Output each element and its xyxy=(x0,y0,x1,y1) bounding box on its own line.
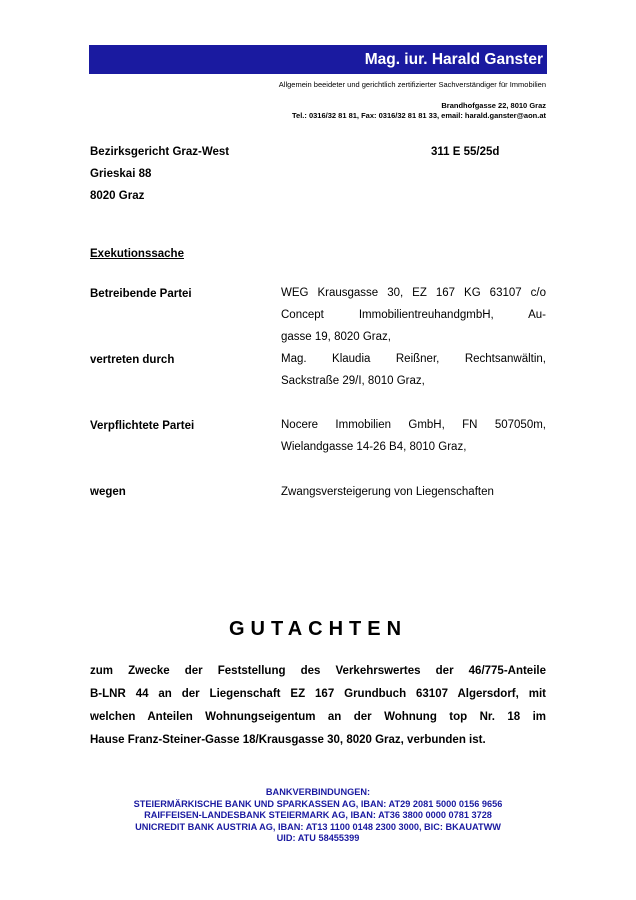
report-title: GUTACHTEN xyxy=(228,618,408,640)
debtor-block xyxy=(281,414,546,458)
court-name: Bezirksgericht Graz-West xyxy=(90,146,230,158)
letterhead-bar xyxy=(89,45,547,74)
expert-contact: Tel.: 0316/32 81 81, Fax: 0316/32 81 81 33, email: harald.ganster@aon.at xyxy=(292,111,546,120)
reason-text: Zwangsversteigerung von Liegenschaften xyxy=(281,486,494,498)
bank-heading: BANKVERBINDUNGEN: xyxy=(265,787,371,797)
court-street: Grieskai 88 xyxy=(90,168,152,180)
report-purpose xyxy=(90,660,546,752)
represented-line: Sackstraße 29/I, 8010 Graz, xyxy=(281,375,425,387)
expert-address: Brandhofgasse 22, 8010 Graz xyxy=(441,101,546,110)
file-number: 311 E 55/25d xyxy=(431,146,500,158)
bank-line: UNICREDIT BANK AUSTRIA AG, IBAN: AT13 1100 0148 2300 3000, BIC: BKAUATWW xyxy=(135,821,501,832)
bank-line: STEIERMÄRKISCHE BANK UND SPARKASSEN AG, IBAN: AT29 2081 5000 0156 9656 xyxy=(133,798,503,809)
creditor-label: Betreibende Partei xyxy=(90,288,192,300)
expert-subtitle: Allgemein beeideter und gerichtlich zertifizierter Sachverständiger für Immobilien xyxy=(278,80,546,89)
represented-label: vertreten durch xyxy=(90,354,175,366)
court-city: 8020 Graz xyxy=(90,190,145,202)
purpose-line: welchen Anteilen Wohnungseigentum an der Wohnung top Nr. 18 im xyxy=(90,711,546,723)
purpose-line: zum Zwecke der Feststellung des Verkehrswertes der 46/775-Anteile xyxy=(90,665,546,677)
reason-label: wegen xyxy=(90,486,126,498)
debtor-line: Nocere Immobilien GmbH, FN 507050m, xyxy=(281,419,546,431)
bank-line: RAIFFEISEN-LANDESBANK STEIERMARK AG, IBAN: AT36 3800 0000 0781 3728 xyxy=(144,810,492,820)
debtor-label: Verpflichtete Partei xyxy=(90,420,195,432)
creditor-line: WEG Krausgasse 30, EZ 167 KG 63107 c/o xyxy=(281,287,546,299)
creditor-line: Concept ImmobilientreuhandgmbH, Au- xyxy=(281,309,546,321)
purpose-line: B-LNR 44 an der Liegenschaft EZ 167 Grundbuch 63107 Algersdorf, mit xyxy=(90,688,546,700)
represented-line: Mag. Klaudia Reißner, Rechtsanwältin, xyxy=(281,353,546,365)
creditor-line: gasse 19, 8020 Graz, xyxy=(281,331,391,343)
purpose-line: Hause Franz-Steiner-Gasse 18/Krausgasse 30, 8020 Graz, verbunden ist. xyxy=(90,734,486,746)
case-heading: Exekutionssache xyxy=(90,248,184,260)
uid-line: UID: ATU 58455399 xyxy=(276,833,360,843)
debtor-line: Wielandgasse 14-26 B4, 8010 Graz, xyxy=(281,441,467,453)
represented-block xyxy=(281,348,546,392)
bank-details xyxy=(0,787,636,845)
expert-name: Mag. iur. Harald Ganster xyxy=(364,50,543,68)
creditor-block xyxy=(281,282,546,348)
